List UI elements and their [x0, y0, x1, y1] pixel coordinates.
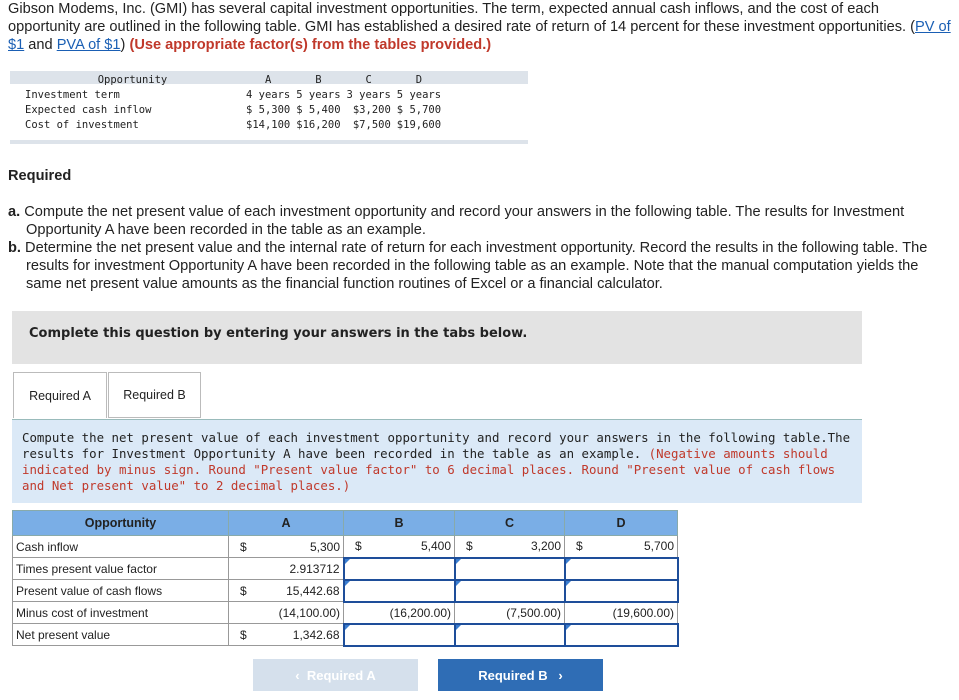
cell-value: (19,600.00)	[612, 605, 674, 620]
given-cell: $19,600	[396, 118, 442, 131]
header-opportunity: Opportunity	[13, 511, 229, 536]
given-row	[22, 117, 444, 132]
cell-a	[229, 536, 344, 558]
required-heading: Required	[8, 168, 72, 184]
cell-d	[565, 602, 678, 624]
input-d[interactable]	[565, 580, 678, 602]
given-row	[22, 87, 444, 102]
prev-label: Required A	[306, 667, 376, 683]
cell-value: (7,500.00)	[506, 605, 561, 620]
pv-link[interactable]: PV of $1	[8, 19, 951, 53]
cell-c	[455, 536, 565, 558]
given-cell: Cost of investment	[25, 118, 139, 131]
problem-intro	[8, 0, 953, 54]
cell-b	[344, 602, 455, 624]
instruction-banner	[12, 311, 862, 364]
input-d[interactable]	[565, 558, 678, 580]
input-c[interactable]	[455, 580, 565, 602]
chevron-left-icon: ‹	[295, 667, 307, 683]
given-cell: A	[264, 73, 272, 86]
header-c: C	[455, 511, 565, 536]
required-parts	[8, 203, 943, 293]
given-cell: C	[365, 73, 372, 86]
dollar-sign: $	[466, 539, 473, 554]
given-cell: 5 years	[296, 88, 341, 101]
rounding-note: (Negative amounts should indicated by minus sign. Round "Present value factor" to 6 decimal places. Round "Present value of cash flows and Net present value" to 2 decimal places.)	[22, 446, 836, 493]
row-label: Minus cost of investment	[13, 602, 229, 624]
cell-value: 2.913712	[289, 561, 340, 576]
cell-value: 15,442.68	[286, 583, 340, 598]
next-label: Required B	[478, 667, 548, 683]
row-label: Times present value factor	[13, 558, 229, 580]
part-b: b. Determine the net present value and the internal rate of return for each investment opportunity. Record the results in the following table. The results for investment Opportunity A have been recorded in the following table as an example. Note that the manual computation yields the same net present value amounts as the financial function routines of Excel or a financial calculator.	[8, 240, 928, 292]
row-label: Cash inflow	[13, 536, 229, 558]
cell-a	[229, 558, 344, 580]
prev-required-a-button[interactable]	[253, 659, 418, 691]
cell-value: (16,200.00)	[389, 605, 451, 620]
given-cell: Opportunity	[97, 73, 168, 86]
input-c[interactable]	[455, 558, 565, 580]
cell-a	[229, 580, 344, 602]
cell-value: 5,400	[420, 539, 451, 554]
table-row	[13, 536, 678, 558]
dollar-sign: $	[576, 539, 583, 554]
given-cell: $7,500	[352, 118, 391, 131]
dollar-sign: $	[355, 539, 362, 554]
table-row	[13, 624, 678, 646]
intro-text: Gibson Modems, Inc. (GMI) has several capital investment opportunities. The term, expected annual cash inflows, and the cost of each opportunity are outlined in the following table. GMI has established a desired rate of return of 14 percent for these investment opportunities. (	[8, 1, 915, 35]
table-row	[13, 558, 678, 580]
given-cell: $16,200	[296, 118, 341, 131]
given-row	[22, 72, 444, 87]
header-b: B	[344, 511, 455, 536]
factor-note: (Use appropriate factor(s) from the tables provided.)	[125, 37, 492, 53]
tab-required-a[interactable]: Required A	[13, 372, 107, 418]
dollar-sign: $	[240, 583, 247, 598]
cell-a	[229, 602, 344, 624]
cell-c	[455, 602, 565, 624]
given-cell: 5 years	[396, 88, 442, 101]
given-cell: $ 5,300	[246, 103, 291, 116]
given-row	[22, 102, 444, 117]
cell-value: (14,100.00)	[278, 605, 340, 620]
cell-a	[229, 624, 344, 646]
tab-required-b[interactable]: Required B	[108, 372, 201, 418]
cell-value: 1,342.68	[292, 627, 340, 642]
cell-d	[565, 536, 678, 558]
close-paren: )	[120, 37, 126, 53]
input-b[interactable]	[344, 558, 455, 580]
header-d: D	[565, 511, 678, 536]
given-cell: B	[315, 73, 322, 86]
given-cell: $3,200	[352, 103, 391, 116]
given-cell: $ 5,400	[296, 103, 341, 116]
cell-value: 3,200	[530, 539, 561, 554]
given-cell: D	[415, 73, 423, 86]
and-text: and	[24, 37, 57, 53]
header-a: A	[229, 511, 344, 536]
chevron-right-icon: ›	[547, 667, 563, 683]
npv-answer-table	[12, 510, 679, 647]
given-cell: $ 5,700	[396, 103, 442, 116]
part-a: a. Compute the net present value of each investment opportunity and record your answers in the following table. The results for Investment Opportunity A have been recorded in the table as an example.	[8, 204, 905, 238]
given-cell: Expected cash inflow	[25, 103, 152, 116]
input-c[interactable]	[455, 624, 565, 646]
cell-b	[344, 536, 455, 558]
pva-link[interactable]: PVA of $1	[56, 37, 121, 53]
row-label: Present value of cash flows	[13, 580, 229, 602]
table-row	[13, 602, 678, 624]
dollar-sign: $	[240, 627, 247, 642]
input-b[interactable]	[344, 580, 455, 602]
input-b[interactable]	[344, 624, 455, 646]
given-cell: 4 years	[246, 88, 291, 101]
table-row	[13, 580, 678, 602]
tab-instructions	[12, 419, 862, 503]
banner-text: Complete this question by entering your answers in the tabs below.	[29, 326, 528, 341]
cell-value: 5,300	[309, 539, 340, 554]
instructions-text: Compute the net present value of each investment opportunity and record your answers in the following table.The results for Investment Opportunity A have been recorded in the table as an example.	[22, 430, 851, 461]
given-data-table	[10, 71, 528, 144]
given-cell: $14,100	[246, 118, 291, 131]
cell-value: 5,700	[643, 539, 674, 554]
given-cell: 3 years	[346, 88, 391, 101]
given-cell: Investment term	[25, 88, 120, 101]
dollar-sign: $	[240, 539, 247, 554]
input-d[interactable]	[565, 624, 678, 646]
next-required-b-button[interactable]	[438, 659, 603, 691]
row-label: Net present value	[13, 624, 229, 646]
